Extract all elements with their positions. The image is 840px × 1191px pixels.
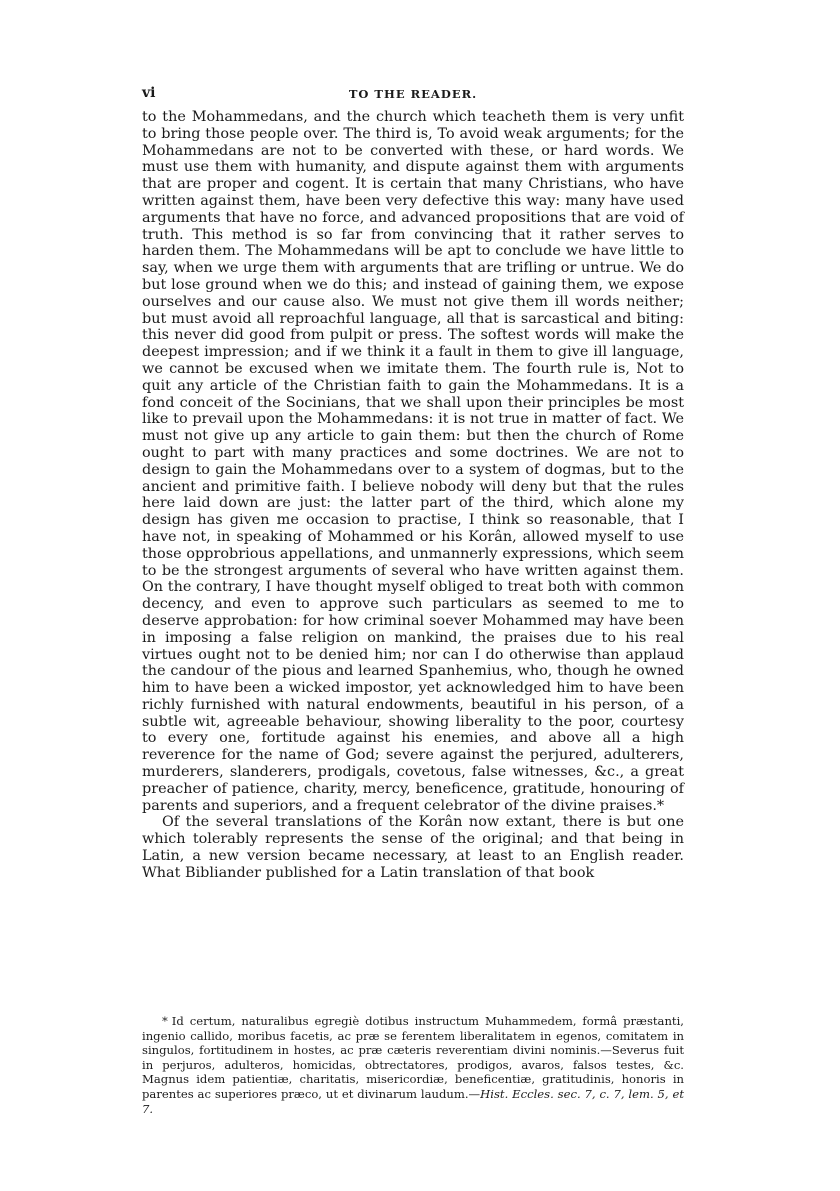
paragraph: Of the several translations of the Korân now extant, there is but one which tolerably represents the sense of the original; and that being in Latin, a new version became necessary, at least to an English reader. What Bibliander published for a Latin translation of that book (142, 814, 684, 881)
running-head: TO THE READER. (348, 87, 478, 101)
body-text (142, 109, 684, 882)
footnote-text: Id certum, naturalibus egregiè dotibus instructum Muhammedem, formâ præstanti, ingenio callido, moribus facetis, ac præ se ferentem liberalitatem in egenos, comitatem in singulos, fortitudinem in hostes, ac præ cæteris reverentiam divini nominis.—Severus fuit in perjuros, adulteros, homicidas, obtrectatores, prodigos, avaros, falsos testes, &c. Magnus idem patientiæ, charitatis, misericordiæ, beneficentiæ, gratitudinis, honoris in parentes ac superiores præco, ut et divinarum laudum.— (142, 1014, 684, 1101)
paragraph: to the Mohammedans, and the church which teacheth them is very unfit to bring those people over. The third is, To avoid weak arguments; for the Mohammedans are not to be converted with these, or hard words. We must use them with humanity, and dispute against them with arguments that are proper and cogent. It is certain that many Christians, who have written against them, have been very defective this way: many have used arguments that have no force, and advanced propositions that are void of truth. This method is so far from convincing that it rather serves to harden them. The Mohammedans will be apt to conclude we have little to say, when we urge them with arguments that are trifling or untrue. We do but lose ground when we do this; and instead of gaining them, we expose ourselves and our cause also. We must not give them ill words neither; but must avoid all reproachful language, all that is sarcastical and biting: this never did good from pulpit or press. The softest words will make the deepest impression; and if we think it a fault in them to give ill language, we cannot be excused when we imitate them. The fourth rule is, Not to quit any article of the Christian faith to gain the Mohammedans. It is a fond conceit of the Socinians, that we shall upon their principles be most like to prevail upon the Mohammedans: it is not true in matter of fact. We must not give up any article to gain them: but then the church of Rome ought to part with many practices and some doctrines. We are not to design to gain the Mohammedans over to a system of dogmas, but to the ancient and primitive faith. I believe nobody will deny but that the rules here laid down are just: the latter part of the third, which alone my design has given me occasion to practise, I think so reasonable, that I have not, in speaking of Mohammed or his Korân, allowed myself to use those opprobrious appellations, and unmannerly expressions, which seem to be the strongest arguments of several who have written against them. On the contrary, I have thought myself obliged to treat both with common decency, and even to approve such particulars as seemed to me to deserve approbation: for how criminal soever Mohammed may have been in imposing a false religion on mankind, the praises due to his real virtues ought not to be denied him; nor can I do otherwise than applaud the candour of the pious and learned Spanhemius, who, though he owned him to have been a wicked impostor, yet acknowledged him to have been richly furnished with natural endowments, beautiful in his person, of a subtle wit, agreeable behaviour, showing liberality to the poor, courtesy to every one, fortitude against his enemies, and above all a high reverence for the name of God; severe against the perjured, adulterers, murderers, slanderers, prodigals, covetous, false witnesses, &c., a great preacher of patience, charity, mercy, beneficence, gratitude, honouring of parents and superiors, and a frequent celebrator of the divine praises.* (142, 109, 684, 814)
footnote (142, 1014, 684, 1116)
page-header (142, 85, 684, 107)
footnote-mark: * (162, 1014, 168, 1028)
footnote-citation: Hist. Eccles. sec. 7, c. 7, lem. 5, et 7. (142, 1086, 684, 1116)
page-number: vi (142, 85, 156, 101)
